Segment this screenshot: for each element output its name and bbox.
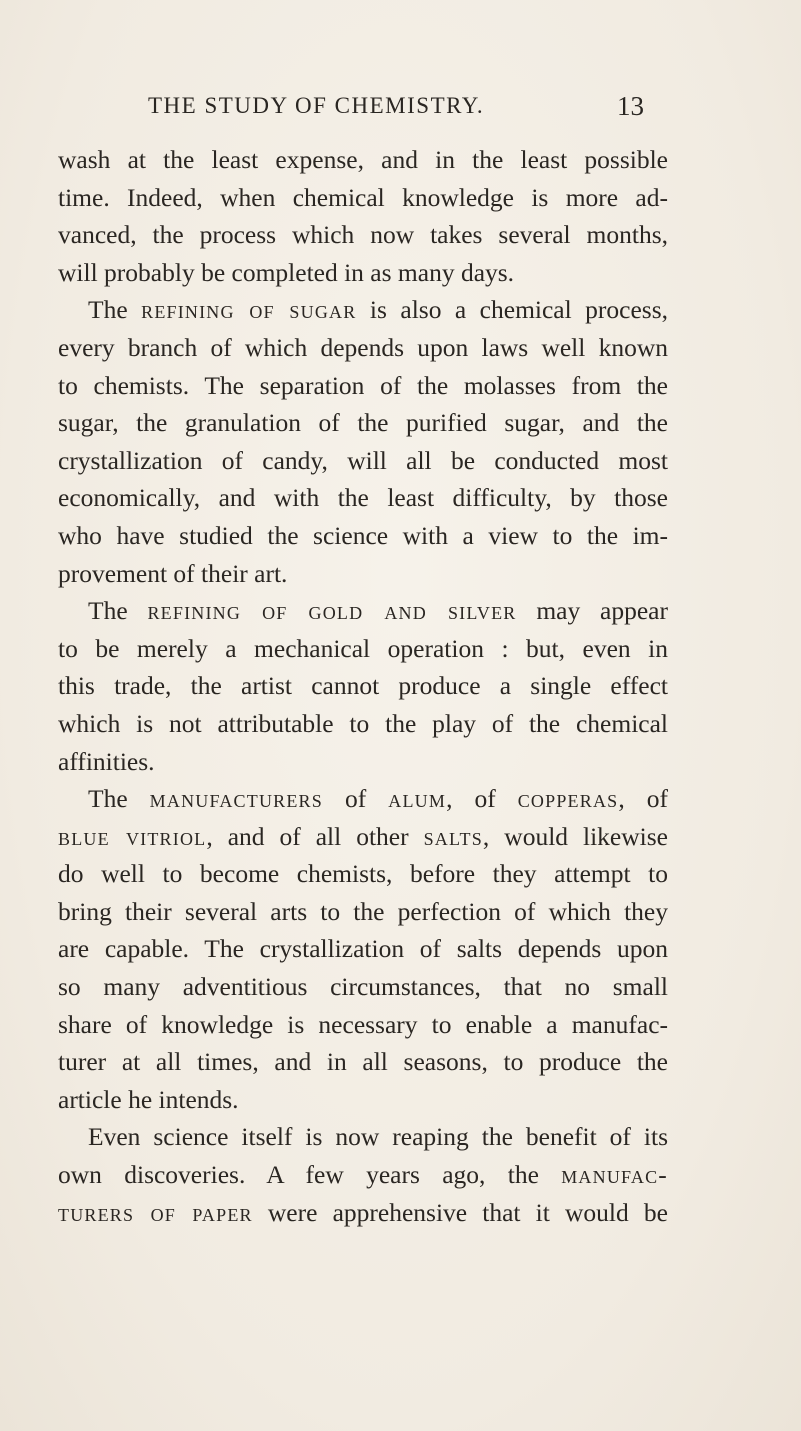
text-line [58, 1156, 668, 1194]
text-run: were apprehensive that it would be [252, 1197, 668, 1227]
text-line: vanced, the process which now takes several months, [58, 220, 668, 250]
small-caps-term: alum [388, 784, 447, 814]
text-run: may appear [516, 596, 668, 626]
small-caps-term: refining of gold and silver [147, 596, 517, 626]
text-line: affinities. [58, 746, 155, 776]
small-caps-term: refining of sugar [141, 295, 357, 325]
text-line: wash at the least expense, and in the least possible [58, 145, 668, 174]
text-line: do well to become chemists, before they attempt to [58, 859, 668, 889]
text-run: of [322, 784, 389, 814]
text-run: The [88, 784, 150, 814]
page-number: 13 [617, 91, 644, 121]
text-line: are capable. The crystallization of salts depends upon [58, 934, 668, 964]
text-line [58, 818, 668, 856]
text-line: bring their several arts to the perfection of which they [58, 896, 668, 926]
text-line: Even science itself is now reaping the benefit of its [88, 1122, 668, 1152]
text-line: so many adventitious circumstances, that no small [58, 972, 668, 1002]
small-caps-term: manufacturers [149, 784, 323, 814]
small-caps-term: turers of paper [58, 1197, 253, 1227]
text-line: crystallization of candy, will all be conducted most [58, 445, 668, 475]
page-header [0, 93, 801, 133]
text-run: own discoveries. A few years ago, the [58, 1160, 562, 1190]
text-line [58, 291, 668, 329]
small-caps-term: blue vitriol [58, 821, 207, 851]
text-line: which is not attributable to the play of the chemical [58, 708, 668, 738]
small-caps-term: salts [423, 821, 483, 851]
text-run: , of [446, 784, 518, 814]
small-caps-term: manufac- [561, 1160, 668, 1190]
body-text [58, 141, 668, 1231]
text-line: time. Indeed, when chemical knowledge is more ad- [58, 182, 668, 212]
text-line: economically, and with the least difficulty, by those [58, 483, 668, 513]
text-line [58, 592, 668, 630]
text-run: The [88, 295, 142, 325]
text-run: The [88, 596, 148, 626]
text-line: will probably be completed in as many days. [58, 257, 515, 287]
text-line: share of knowledge is necessary to enable a manufac- [58, 1009, 668, 1039]
text-line: every branch of which depends upon laws well known [58, 332, 668, 362]
text-line: to chemists. The separation of the molasses from the [58, 370, 668, 400]
text-line: provement of their art. [58, 558, 288, 588]
text-line: turer at all times, and in all seasons, to produce the [58, 1047, 668, 1077]
running-title: THE STUDY OF CHEMISTRY. [148, 93, 485, 118]
text-run: , of [618, 784, 668, 814]
text-line: to be merely a mechanical operation : but, even in [58, 633, 668, 663]
text-line: article he intends. [58, 1084, 239, 1114]
text-line: who have studied the science with a view to the im- [58, 520, 668, 550]
text-line [58, 1194, 668, 1232]
small-caps-term: copperas [517, 784, 619, 814]
text-line [58, 780, 668, 818]
text-line: this trade, the artist cannot produce a single effect [58, 671, 668, 701]
text-run: , and of all other [206, 821, 424, 851]
text-run: is also a chemical process, [356, 295, 669, 325]
text-line: sugar, the granulation of the purified sugar, and the [58, 408, 668, 438]
text-run: , would likewise [482, 821, 668, 851]
